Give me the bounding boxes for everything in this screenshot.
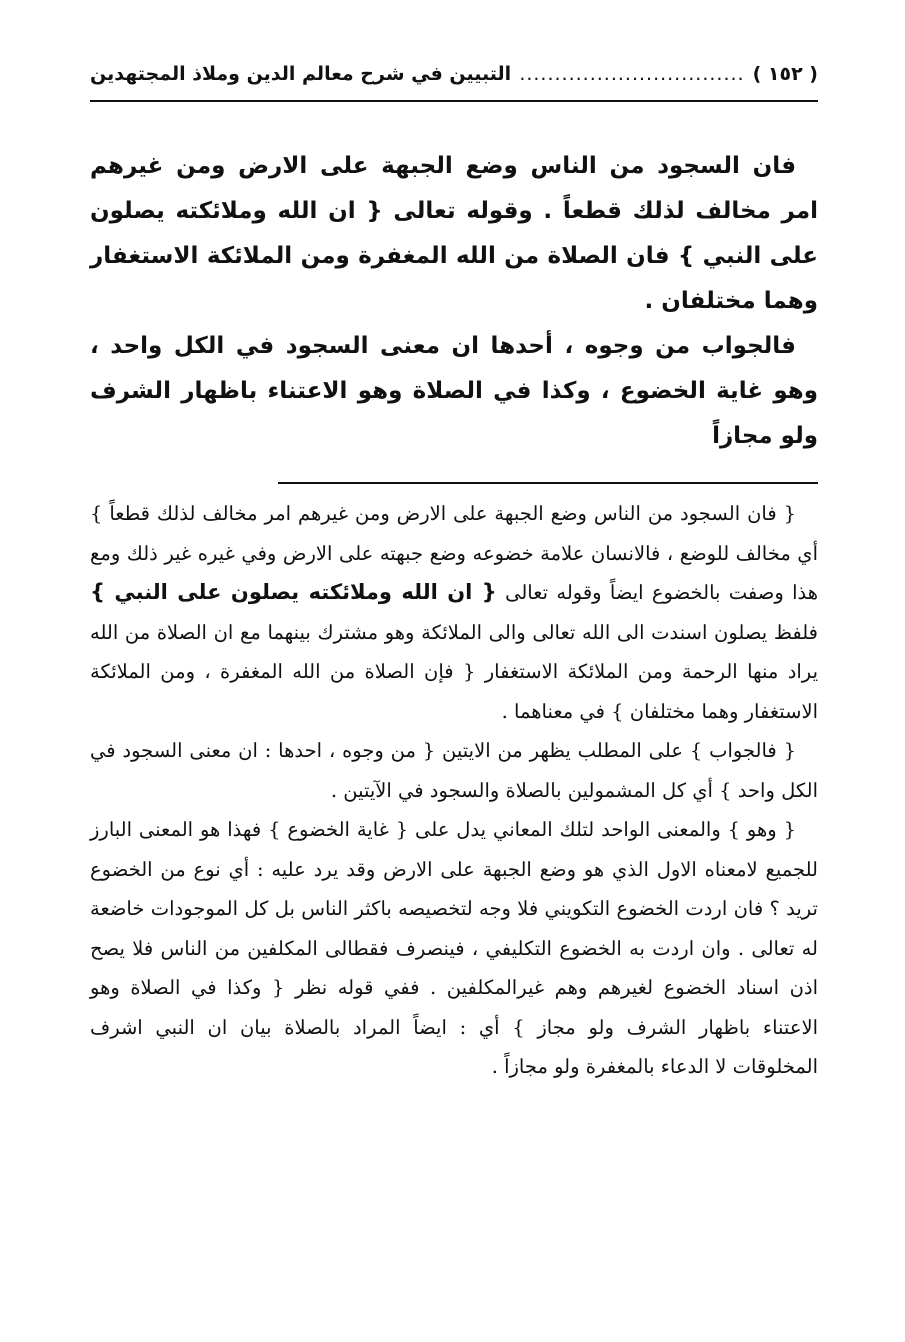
header-rule: [90, 100, 818, 102]
running-header: [90, 56, 818, 92]
commentary: [90, 494, 818, 1087]
commentary-paragraph: { وهو } والمعنى الواحد لتلك المعاني يدل على { غاية الخضوع } فهذا هو المعنى البارز للجميع لامعناه الاول الذي هو وضع الجبهة على الارض وقد يرد عليه : أي نوع من الخضوع تريد ؟ فان اردت الخضوع التكويني فلا وجه لتخصيصه باكثر الناس بل كل الموجودات خاضعة له تعالى . وان اردت به الخضوع التكليفي ، فينصرف فقطالى المكلفين من الناس فلا يصح اذن اسناد الخضوع لغيرهم وهم غيرالمكلفين . ففي قوله نظر { وكذا في الصلاة وهو الاعتناء باظهار الشرف ولو مجاز } أي : ايضاً المراد بالصلاة بيان ان النبي اشرف المخلوقات لا الدعاء بالمغفرة ولو مجازاً .: [90, 818, 818, 1078]
header-leader-dots: ................................: [519, 63, 745, 85]
main-paragraph: فالجواب من وجوه ، أحدها ان معنى السجود في الكل واحد ، وهو غاية الخضوع ، وكذا في الصلاة وهو الاعتناء باظهار الشرف ولو مجازاً: [90, 333, 818, 449]
commentary-text: { فان السجود من الناس وضع الجبهة على الارض ومن غيرهم امر مخالف لذلك قطعاً } أي مخالف للوضع ، فالانسان علامة خضوعه وضع جبهته على الارض وفي غيره غير ذلك ومع هذا وصفت بالخضوع ايضاً وقوله تعالى: [90, 502, 819, 604]
commentary-paragraph: [90, 494, 818, 731]
footnote-separator: [278, 482, 818, 484]
page-number: ( ١٥٢ ): [752, 63, 818, 85]
book-title: التبيين في شرح معالم الدين وملاذ المجتهدين: [90, 63, 512, 85]
main-text: [90, 144, 818, 459]
quran-quote: { ان الله وملائكته يصلون على النبي }: [90, 580, 497, 604]
main-paragraph: فان السجود من الناس وضع الجبهة على الارض ومن غيرهم امر مخالف لذلك قطعاً . وقوله تعالى { ان الله وملائكته يصلون على النبي } فان الصلاة من الله المغفرة ومن الملائكة الاستغفار وهما مختلفان .: [90, 153, 818, 314]
commentary-text: فلفظ يصلون اسندت الى الله تعالى والى الملائكة وهو مشترك بينهما مع ان الصلاة من الله يراد منها الرحمة ومن الملائكة الاستغفار { فإن الصلاة من الله المغفرة ، ومن الملائكة الاستغفار وهما مختلفان } في معناهما .: [90, 620, 818, 723]
commentary-paragraph: { فالجواب } على المطلب يظهر من الايتين { من وجوه ، احدها : ان معنى السجود في الكل واحد } أي كل المشمولين بالصلاة والسجود في الآيتين .: [90, 739, 818, 802]
book-page: [90, 48, 818, 1318]
